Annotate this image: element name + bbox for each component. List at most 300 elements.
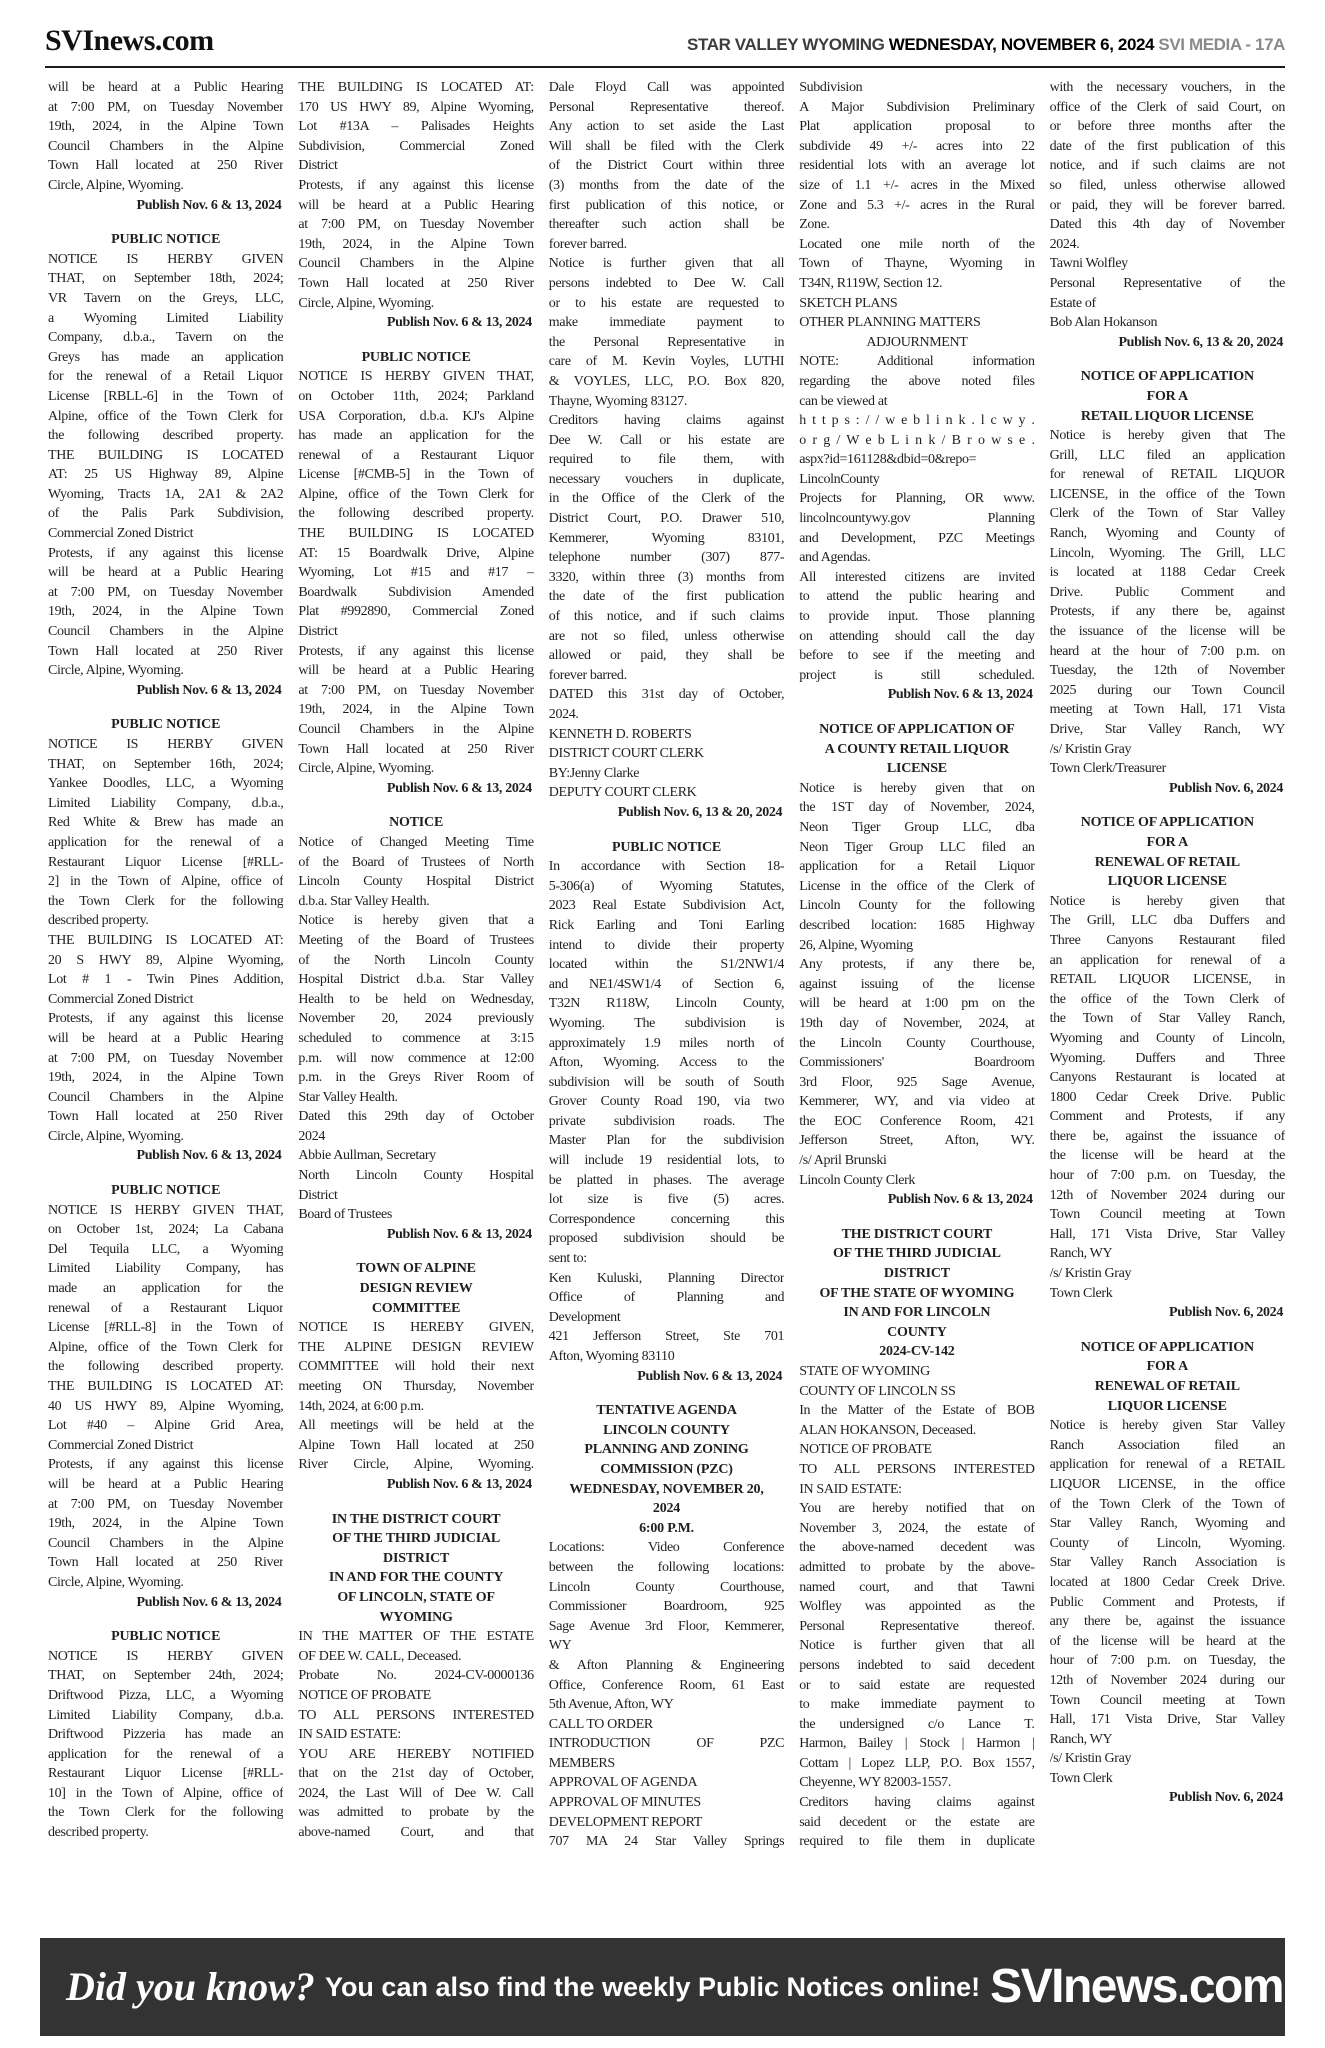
text-line: 421 Jefferson Street, Ste 701	[548, 1329, 785, 1345]
page-header	[45, 26, 1285, 56]
text-line: described property.	[48, 913, 149, 929]
text-line: the undersigned c/o Lance T.	[799, 1716, 1035, 1732]
notice-heading	[48, 1627, 283, 1647]
text-line: Driftwood Pizzeria has made an	[48, 1727, 284, 1743]
text-line: AT: 15 Boardwalk Drive, Alpine	[298, 545, 534, 561]
text-line: Comment and Protests, if any	[1049, 1109, 1285, 1125]
text-line: SKETCH PLANS	[799, 295, 898, 311]
text-line: ALAN HOKANSON, Deceased.	[799, 1422, 976, 1438]
notice-paragraph	[298, 1627, 533, 1843]
text-line: Personal Representative thereof.	[799, 1618, 1035, 1634]
text-line: Clerk of the Town of Star Valley	[1049, 506, 1285, 522]
text-line: NOTICE OF PROBATE	[799, 1442, 932, 1458]
text-line: LincolnCounty	[799, 471, 880, 487]
text-line: application for a Retail Liquor	[799, 859, 1035, 875]
text-line: meeting at Town Hall, 171 Vista	[1049, 702, 1285, 718]
masthead-site: SVInews.com	[45, 24, 214, 57]
text-line: TO ALL PERSONS INTERESTED	[799, 1461, 1035, 1477]
text-line: office of the Clerk of said Court, on	[1049, 99, 1285, 115]
text-line: Lincoln County Clerk	[799, 1172, 916, 1188]
text-line: Council Chambers in the Alpine	[48, 624, 284, 640]
text-line: Alpine Town Hall located at 250	[298, 1437, 534, 1453]
text-line: Neon Tiger Group LLC filed an	[799, 839, 1035, 855]
text-line: or to his estate are requested to	[548, 295, 785, 311]
text-line: OF THE STATE OF WYOMING	[819, 1285, 1015, 1301]
text-line: said decedent or the estate are	[799, 1814, 1035, 1830]
text-line: Wyoming and County of Lincoln,	[1049, 1030, 1285, 1046]
text-line: of the license will be heard at the	[1049, 1633, 1285, 1649]
text-line: on October 11th, 2024; Parkland	[298, 388, 534, 404]
text-line: 2025 during our Town Council	[1049, 682, 1285, 698]
text-line: Town Hall located at 250 River	[48, 158, 284, 174]
text-line: Any protests, if any there be,	[799, 957, 1035, 973]
text-line: application for the renewal of a	[48, 834, 284, 850]
text-line: Lincoln, Wyoming. The Grill, LLC	[1049, 545, 1285, 561]
text-line: Board of Trustees	[298, 1207, 392, 1223]
text-line: the date of the first publication	[548, 589, 785, 605]
footer-message: You can also find the weekly Public Notices online!	[324, 1971, 981, 2002]
text-line: Ranch, WY	[1049, 1246, 1113, 1262]
notice-heading	[298, 348, 533, 368]
text-line: Town Hall located at 250 River	[48, 1555, 284, 1571]
text-line: Protests, if any there be, against	[1049, 604, 1285, 620]
text-line: Ranch, Wyoming and County of	[1049, 526, 1285, 542]
text-line: Zone.	[799, 217, 830, 233]
text-line: TOWN OF ALPINE	[356, 1261, 476, 1277]
text-line: subdivision will be south of South	[548, 1074, 785, 1090]
text-line: 10] in the Town of Alpine, office of	[48, 1785, 284, 1801]
text-line: T32N R118W, Lincoln County,	[548, 996, 785, 1012]
text-line: 3rd Floor, 925 Sage Avenue,	[799, 1074, 1035, 1090]
text-line: Town Clerk	[1049, 1285, 1113, 1301]
text-line: of the Palis Park Subdivision,	[48, 506, 284, 522]
text-line: PUBLIC NOTICE	[611, 839, 721, 855]
text-line: OF THE THIRD JUDICIAL	[832, 1246, 1001, 1262]
text-line: Star Valley Ranch Association is	[1049, 1555, 1285, 1571]
text-line: at 7:00 PM, on Tuesday November	[298, 682, 534, 698]
text-line: a Wyoming Limited Liability	[48, 310, 284, 326]
text-line: and Agendas.	[799, 550, 871, 566]
text-line: can be viewed at	[799, 393, 888, 409]
text-line: Town of Thayne, Wyoming in	[799, 256, 1035, 272]
text-line: before to see if the meeting and	[799, 648, 1035, 664]
text-line: COUNTY OF LINCOLN SS	[799, 1383, 956, 1399]
text-line: 3320, within three (3) months from	[548, 569, 785, 585]
text-line: Notice is further given that all	[548, 256, 785, 272]
text-line: Zone and 5.3 +/- acres in the Rural	[799, 197, 1035, 213]
text-line: Protests, if any against this license	[48, 545, 284, 561]
text-line: Alpine, office of the Town Clerk for	[48, 408, 284, 424]
text-line: DISTRICT COURT CLERK	[548, 746, 704, 762]
text-line: hour of 7:00 p.m. on Tuesday, the	[1049, 1653, 1285, 1669]
text-line: Town Clerk/Treasurer	[1049, 761, 1166, 777]
text-line: District	[298, 624, 338, 640]
text-line: THAT, on September 24th, 2024;	[48, 1668, 284, 1684]
text-line: Hall, 171 Vista Drive, Star Valley	[1049, 1712, 1285, 1728]
text-line: Ranch Association filed an	[1049, 1437, 1285, 1453]
text-line: the Town Clerk for the following	[48, 893, 284, 909]
publish-line: Publish Nov. 6, 2024	[1169, 1790, 1283, 1806]
text-line: Master Plan for the subdivision	[548, 1133, 785, 1149]
text-line: WEDNESDAY, NOVEMBER 20,	[569, 1481, 764, 1497]
text-line: the following described property.	[48, 428, 284, 444]
notice-heading	[549, 1401, 784, 1538]
text-line: located at 1800 Cedar Creek Drive.	[1049, 1574, 1285, 1590]
text-line: PUBLIC NOTICE	[111, 1183, 221, 1199]
text-line: NOTICE OF APPLICATION	[1080, 369, 1254, 385]
text-line: or to said estate are requested	[799, 1677, 1035, 1693]
text-line: District Court, P.O. Drawer 510,	[548, 511, 785, 527]
text-line: PLANNING AND ZONING	[584, 1442, 749, 1458]
text-line: License [RBLL-6] in the Town of	[48, 388, 284, 404]
text-line: the EOC Conference Room, 421	[799, 1113, 1035, 1129]
footer-prompt: Did you know?	[66, 1964, 315, 2009]
text-line: Protests, if any against this license	[298, 643, 534, 659]
text-line: Correspondence concerning this	[548, 1211, 785, 1227]
text-line: YOU ARE HEREBY NOTIFIED	[298, 1746, 534, 1762]
text-line: Commercial Zoned District	[48, 526, 194, 542]
text-line: the following described property.	[298, 506, 534, 522]
text-line: to provide input. Those planning	[799, 609, 1035, 625]
publish-line: Publish Nov. 6, 13 & 20, 2024	[1118, 334, 1283, 350]
text-line: DISTRICT	[383, 1550, 450, 1566]
text-line: Dated this 29th day of October	[298, 1109, 534, 1125]
text-line: USA Corporation, d.b.a. KJ's Alpine	[298, 408, 534, 424]
notice-heading	[48, 715, 283, 735]
notice-heading	[48, 1181, 283, 1201]
text-line: Town Clerk	[1049, 1770, 1113, 1786]
text-line: License [#CMB-5] in the Town of	[298, 467, 534, 483]
notice-paragraph	[48, 78, 283, 196]
text-line: of the District Court within three	[548, 158, 785, 174]
text-line: Development	[548, 1309, 621, 1325]
dateline-media-page: SVI MEDIA - 17A	[1154, 35, 1285, 54]
text-line: NOTICE	[389, 815, 444, 831]
text-line: Council Chambers in the Alpine	[298, 256, 534, 272]
dateline	[687, 35, 1285, 55]
text-line: Subdivision	[799, 80, 863, 95]
text-line: AT: 25 US Highway 89, Alpine	[48, 467, 284, 483]
text-line: Protests, if any against this license	[298, 177, 534, 193]
text-line: 6:00 P.M.	[639, 1520, 694, 1536]
text-line: NOTICE IS HERBY GIVEN	[48, 1648, 284, 1664]
text-line: Dated this 4th day of November	[1049, 217, 1285, 233]
text-line: 707 MA 24 Star Valley Springs	[548, 1834, 785, 1850]
text-line: APPROVAL OF AGENDA	[548, 1775, 698, 1791]
text-line: NOTICE IS HERBY GIVEN	[48, 737, 284, 752]
text-line: 12th of November 2024 during our	[1049, 1672, 1285, 1688]
text-line: 2024.	[1049, 236, 1080, 252]
text-line: INTRODUCTION OF PZC	[548, 1736, 785, 1752]
text-line: Public Comment and Protests, if	[1049, 1594, 1285, 1610]
text-line: County of Lincoln, Wyoming.	[1049, 1535, 1285, 1551]
text-line: & Afton Planning & Engineering	[548, 1657, 785, 1673]
text-line: NOTE: Additional information	[799, 354, 1035, 370]
text-line: /s/ April Brunski	[799, 1153, 887, 1169]
text-line: renewal of a Restaurant Liquor	[48, 1300, 284, 1316]
text-line: Creditors having claims against	[799, 1795, 1035, 1811]
text-line: Sage Avenue 3rd Floor, Kemmerer,	[548, 1618, 785, 1634]
text-line: 1800 Cedar Creek Drive. Public	[1049, 1089, 1285, 1105]
publish-line: Publish Nov. 6 & 13, 2024	[136, 1594, 282, 1610]
text-line: North Lincoln County Hospital	[298, 1168, 534, 1184]
publish-line: Publish Nov. 6 & 13, 2024	[386, 780, 532, 796]
text-line: /s/ Kristin Gray	[1049, 741, 1132, 757]
text-line: DISTRICT	[883, 1266, 950, 1282]
text-line: was admitted to probate by the	[298, 1805, 534, 1821]
text-line: 2024	[298, 1128, 325, 1144]
text-line: make immediate payment to	[548, 315, 785, 331]
text-line: THAT, on September 18th, 2024;	[48, 271, 284, 287]
text-line: the Personal Representative in	[548, 334, 785, 350]
text-line: Limited Liability Company, d.b.a.	[48, 1707, 284, 1723]
text-line: PUBLIC NOTICE	[111, 1629, 221, 1645]
text-line: will include 19 residential lots, to	[548, 1153, 785, 1169]
text-line: THE BUILDING IS LOCATED	[48, 447, 284, 463]
text-line: above-named Court, and that	[298, 1825, 534, 1841]
text-line: Commissioners' Boardroom	[799, 1055, 1035, 1071]
text-line: 170 US HWY 89, Alpine Wyoming,	[298, 99, 534, 115]
text-line: In accordance with Section 18-	[548, 859, 785, 875]
notice-paragraph	[1050, 426, 1285, 779]
text-line: Any action to set aside the Last	[548, 119, 785, 135]
text-line: Wolfley was appointed as the	[799, 1599, 1035, 1615]
text-line: RETAIL LIQUOR LICENSE, in	[1049, 972, 1285, 988]
text-line: 12th of November 2024 during our	[1049, 1187, 1285, 1203]
text-line: COUNTY	[887, 1324, 947, 1340]
text-line: at 7:00 PM, on Tuesday November	[48, 1050, 284, 1066]
text-line: forever barred.	[548, 667, 627, 683]
notice-paragraph	[298, 367, 533, 778]
text-line: 19th, 2024, in the Alpine Town	[48, 1070, 284, 1086]
text-line: Greys has made an application	[48, 349, 284, 365]
text-line: d.b.a. Star Valley Health.	[298, 893, 430, 909]
text-line: Cottam | Lopez LLP, P.O. Box 1557,	[799, 1755, 1035, 1771]
text-line: VR Tavern on the Greys, LLC,	[48, 290, 284, 306]
notice-paragraph	[298, 78, 533, 313]
text-line: DESIGN REVIEW	[359, 1281, 473, 1297]
text-line: Notice of Changed Meeting Time	[298, 834, 534, 850]
text-line: APPROVAL OF MINUTES	[548, 1795, 701, 1811]
text-line: thereafter such action shall be	[548, 217, 785, 233]
footer-site-url: SVInews.com	[990, 1960, 1284, 2013]
text-line: 2024	[652, 1501, 681, 1517]
publish-line: Publish Nov. 6 & 13, 2024	[386, 1476, 532, 1492]
text-line: Grill, LLC filed an application	[1049, 447, 1285, 463]
text-line: required to file them, with	[548, 452, 785, 468]
text-line: Lincoln County Courthouse,	[548, 1579, 785, 1595]
text-line: first publication of this notice, or	[548, 197, 785, 213]
text-line: Notice is hereby given that on	[799, 780, 1035, 796]
text-line: Abbie Aullman, Secretary	[298, 1148, 436, 1164]
text-line: Notice is hereby given Star Valley	[1049, 1418, 1285, 1434]
text-line: at 7:00 PM, on Tuesday November	[298, 217, 534, 233]
text-line: the Town Clerk for the following	[48, 1805, 284, 1821]
text-line: for the renewal of a Retail Liquor	[48, 369, 284, 385]
text-line: and Development, PZC Meetings	[799, 530, 1035, 546]
text-line: Tawni Wolfley	[1049, 256, 1128, 272]
text-line: Council Chambers in the Alpine	[48, 1535, 284, 1551]
text-line: Lincoln County Hospital District	[298, 874, 534, 890]
text-line: hour of 7:00 p.m. on Tuesday, the	[1049, 1168, 1285, 1184]
notice-paragraph	[298, 833, 533, 1225]
text-line: November 3, 2024, the estate of	[799, 1520, 1035, 1536]
text-line: District	[298, 1187, 338, 1203]
text-line: & VOYLES, LLC, P.O. Box 820,	[548, 373, 785, 389]
text-line: Canyons Restaurant is located at	[1049, 1070, 1285, 1086]
text-line: Plat application proposal to	[799, 119, 1035, 135]
text-line: described property.	[48, 1825, 149, 1841]
text-line: intend to divide their property	[548, 937, 785, 953]
publish-line: Publish Nov. 6 & 13, 2024	[386, 1226, 532, 1242]
text-line: Estate of	[1049, 295, 1096, 311]
text-line: Dee W. Call or his estate are	[548, 432, 785, 448]
text-line: Notice is hereby given that	[1049, 893, 1285, 909]
text-line: Council Chambers in the Alpine	[298, 722, 534, 737]
notice-heading	[1050, 367, 1285, 426]
text-line: Harmon, Bailey | Stock | Harmon |	[799, 1736, 1035, 1752]
text-line: 26, Alpine, Wyoming	[799, 937, 913, 953]
text-line: Wyoming, Tracts 1A, 2A1 & 2A2	[48, 486, 284, 502]
text-line: of the Town Clerk of the Town of	[1049, 1496, 1285, 1512]
text-line: Commercial Zoned District	[48, 991, 194, 1007]
text-line: the Lincoln County Courthouse,	[799, 1035, 1035, 1051]
text-line: Commercial Zoned District	[48, 1437, 194, 1453]
notice-paragraph	[298, 1318, 533, 1475]
news-column-1	[48, 78, 283, 1852]
text-line: will be heard at a Public Hearing	[298, 663, 534, 679]
text-line: OF DEE W. CALL, Deceased.	[298, 1648, 462, 1664]
text-line: scheduled to commence at 3:15	[298, 1030, 534, 1046]
text-line: NOTICE IS HERBY GIVEN THAT,	[48, 1202, 284, 1218]
text-line: the license will be heard at the	[1049, 1148, 1285, 1164]
text-line: DEVELOPMENT REPORT	[548, 1814, 703, 1830]
text-line: Town Hall located at 250 River	[298, 741, 534, 757]
text-line: the Town of Star Valley Ranch,	[1049, 1011, 1285, 1027]
text-line: NOTICE OF APPLICATION	[1080, 1339, 1254, 1355]
text-line: of the Board of Trustees of North	[298, 854, 534, 870]
text-line: THE BUILDING IS LOCATED AT:	[48, 1379, 284, 1394]
notice-paragraph	[48, 250, 283, 681]
text-line: Lincoln County for the following	[799, 898, 1035, 914]
text-line: Notice is hereby given that The	[1049, 428, 1285, 444]
text-line: are not so filed, unless otherwise	[548, 628, 785, 644]
text-line: Circle, Alpine, Wyoming.	[298, 761, 434, 777]
news-column-2	[298, 78, 533, 1852]
text-line: Limited Liability Company, has	[48, 1261, 284, 1277]
text-line: is located at 1188 Cedar Creek	[1049, 565, 1285, 581]
text-line: LIQUOR LICENSE	[1107, 874, 1227, 890]
text-line: Thayne, Wyoming 83127.	[548, 393, 687, 409]
text-line: PUBLIC NOTICE	[111, 717, 221, 733]
notice-heading	[298, 813, 533, 833]
text-line: the above-named decedent was	[799, 1540, 1035, 1556]
dateline-date: WEDNESDAY, NOVEMBER 6, 2024	[888, 35, 1155, 54]
text-line: the office of the Town Clerk of	[1049, 991, 1285, 1007]
text-line: IN AND FOR THE COUNTY	[328, 1570, 504, 1586]
text-line: A COUNTY RETAIL LIQUOR	[824, 741, 1010, 757]
text-line: Alpine, office of the Town Clerk for	[48, 1339, 284, 1355]
text-line: the following described property.	[48, 1359, 284, 1375]
publish-line: Publish Nov. 6 & 13, 2024	[637, 1368, 783, 1384]
text-line: and NE1/4SW1/4 of Section 6,	[548, 976, 785, 992]
text-line: Jefferson Street, Afton, WY.	[799, 1133, 1035, 1149]
text-line: Restaurant Liquor License [#RLL-	[48, 1766, 284, 1782]
text-line: WY	[548, 1638, 572, 1654]
text-line: made an application for the	[48, 1281, 284, 1297]
text-line: Three Canyons Restaurant filed	[1049, 932, 1285, 948]
notice-heading	[1050, 1338, 1285, 1416]
text-line: Health to be held on Wednesday,	[298, 991, 534, 1007]
text-line: Locations: Video Conference	[548, 1540, 785, 1556]
text-line: The Grill, LLC dba Duffers and	[1049, 913, 1285, 929]
notice-paragraph	[799, 779, 1034, 1190]
text-line: RENEWAL OF RETAIL	[1094, 854, 1240, 870]
text-line: has made an application for the	[298, 428, 534, 444]
notice-heading	[48, 230, 283, 250]
text-line: COMMISSION (PZC)	[600, 1461, 733, 1477]
text-line: NOTICE IS HEREBY GIVEN,	[298, 1320, 534, 1336]
notice-heading	[1050, 813, 1285, 891]
text-line: in the Office of the Clerk of the	[548, 491, 785, 507]
text-line: TO ALL PERSONS INTERESTED	[298, 1707, 534, 1723]
publish-line: Publish Nov. 6, 2024	[1169, 1305, 1283, 1321]
text-line: NOTICE OF PROBATE	[298, 1687, 431, 1703]
text-line: FOR A	[1146, 388, 1188, 404]
text-line: Rick Earling and Toni Earling	[548, 917, 785, 933]
publish-line: Publish Nov. 6 & 13, 2024	[136, 682, 282, 698]
text-line: A Major Subdivision Preliminary	[799, 99, 1035, 115]
text-line: 14th, 2024, at 6:00 p.m.	[298, 1398, 424, 1414]
text-line: 19th, 2024, in the Alpine Town	[48, 1516, 284, 1532]
text-line: NOTICE OF APPLICATION OF	[819, 722, 1015, 737]
text-line: 19th, 2024, in the Alpine Town	[298, 236, 534, 252]
text-line: Restaurant Liquor License [#RLL-	[48, 854, 284, 870]
text-line: STATE OF WYOMING	[799, 1364, 930, 1379]
text-line: application for renewal of a RETAIL	[1049, 1457, 1285, 1473]
text-line: there be, against the issuance of	[1049, 1128, 1285, 1144]
text-line: necessary vouchers in duplicate,	[548, 471, 785, 487]
text-line: p.m. will now commence at 12:00	[298, 1050, 534, 1066]
text-line: named court, and that Tawni	[799, 1579, 1035, 1595]
text-line: All meetings will be held at the	[298, 1418, 534, 1434]
text-line: Ranch, WY	[1049, 1731, 1113, 1747]
text-line: Town Hall located at 250 River	[48, 1109, 284, 1125]
text-line: Boardwalk Subdivision Amended	[298, 584, 534, 600]
text-line: heard at the hour of 7:00 p.m. on	[1049, 643, 1285, 659]
text-line: FOR A	[1146, 834, 1188, 850]
text-line: Star Valley Ranch, Wyoming and	[1049, 1516, 1285, 1532]
text-line: Notice is hereby given that a	[298, 913, 534, 929]
text-line: Office, Conference Room, 61 East	[548, 1677, 785, 1693]
text-line: 19th, 2024, in the Alpine Town	[48, 604, 284, 620]
text-line: Del Tequila LLC, a Wyoming	[48, 1241, 284, 1257]
text-line: for renewal of RETAIL LIQUOR	[1049, 467, 1285, 483]
text-line: Protests, if any against this license	[48, 1011, 284, 1027]
text-line: Circle, Alpine, Wyoming.	[298, 295, 434, 311]
text-line: Yankee Doodles, LLC, a Wyoming	[48, 776, 284, 792]
text-line: Drive, Star Valley Ranch, WY	[1049, 722, 1285, 737]
text-line: residential lots with an average lot	[799, 158, 1035, 174]
text-line: Town Hall located at 250 River	[48, 643, 284, 659]
text-line: Subdivision, Commercial Zoned	[298, 138, 534, 154]
text-line: size of 1.1 +/- acres in the Mixed	[799, 177, 1035, 193]
text-line: Afton, Wyoming 83110	[548, 1349, 675, 1364]
text-line: o r g / W e b L i n k / B r o w s e .	[799, 432, 1035, 448]
text-line: ADJOURNMENT	[866, 334, 968, 350]
text-line: lot size is five (5) acres.	[548, 1192, 785, 1208]
text-line: will be heard at a Public Hearing	[48, 565, 284, 581]
